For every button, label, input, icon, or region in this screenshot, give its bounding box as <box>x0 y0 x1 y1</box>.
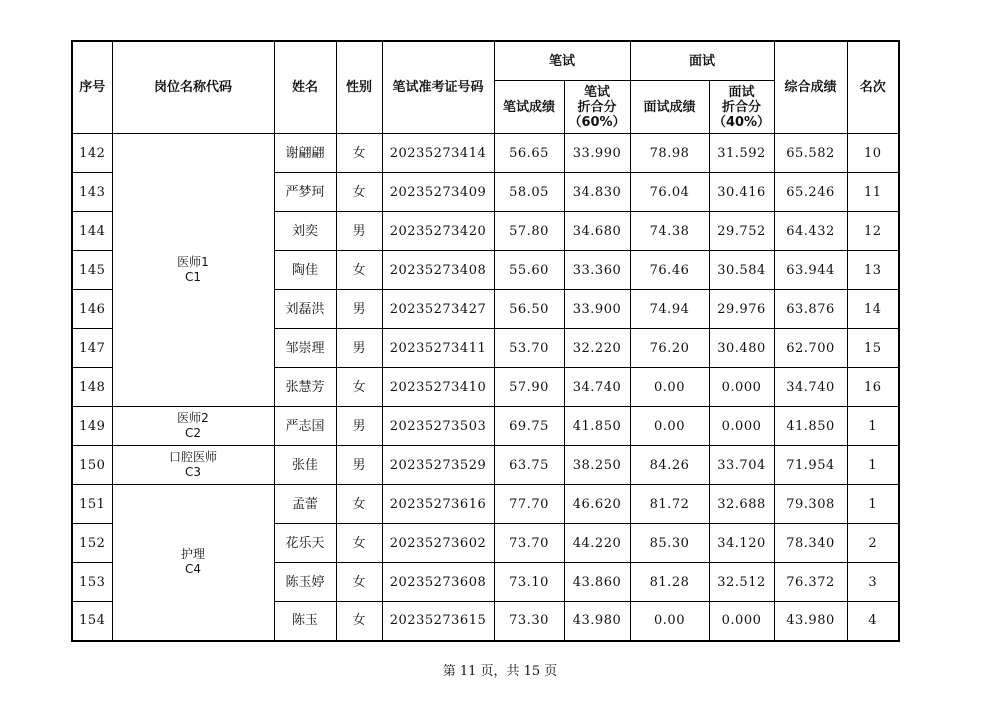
cell-gender: 女 <box>336 173 382 212</box>
cell-exam-no: 20235273616 <box>382 485 494 524</box>
cell-written-converted: 34.680 <box>564 212 630 251</box>
cell-interview-converted: 30.480 <box>709 329 774 368</box>
cell-written-score: 73.30 <box>494 602 564 641</box>
cell-written-score: 53.70 <box>494 329 564 368</box>
cell-written-converted: 41.850 <box>564 407 630 446</box>
cell-interview-score: 76.46 <box>630 251 709 290</box>
cell-seq: 143 <box>72 173 112 212</box>
cell-total: 64.432 <box>774 212 847 251</box>
cell-name: 严志国 <box>274 407 336 446</box>
cell-seq: 148 <box>72 368 112 407</box>
cell-interview-score: 76.04 <box>630 173 709 212</box>
cell-written-score: 55.60 <box>494 251 564 290</box>
table-row <box>72 134 899 173</box>
cell-interview-converted: 34.120 <box>709 524 774 563</box>
cell-exam-no: 20235273427 <box>382 290 494 329</box>
cell-written-converted: 32.220 <box>564 329 630 368</box>
cell-name: 陶佳 <box>274 251 336 290</box>
written-conv-line1: 笔试 <box>583 84 610 100</box>
col-header-total: 综合成绩 <box>774 41 847 134</box>
cell-written-converted: 33.900 <box>564 290 630 329</box>
cell-written-converted: 44.220 <box>564 524 630 563</box>
cell-name: 花乐天 <box>274 524 336 563</box>
cell-name: 刘奕 <box>274 212 336 251</box>
cell-seq: 153 <box>72 563 112 602</box>
cell-written-converted: 34.830 <box>564 173 630 212</box>
page-footer: 第 11 页，共 15 页 <box>442 664 558 679</box>
cell-written-score: 56.50 <box>494 290 564 329</box>
interview-conv-line2: 折合分 <box>721 99 761 115</box>
position-name: 医师1 <box>177 255 209 269</box>
cell-gender: 男 <box>336 290 382 329</box>
col-header-position: 岗位名称代码 <box>112 41 274 134</box>
table-row <box>72 485 899 524</box>
interview-conv-line1: 面试 <box>728 84 755 100</box>
cell-exam-no: 20235273414 <box>382 134 494 173</box>
cell-rank: 3 <box>847 563 899 602</box>
cell-rank: 15 <box>847 329 899 368</box>
cell-rank: 16 <box>847 368 899 407</box>
cell-total: 65.582 <box>774 134 847 173</box>
col-header-interview-score: 面试成绩 <box>630 81 709 134</box>
col-header-interview-group: 面试 <box>630 41 774 81</box>
cell-exam-no: 20235273615 <box>382 602 494 641</box>
cell-seq: 152 <box>72 524 112 563</box>
cell-interview-score: 78.98 <box>630 134 709 173</box>
cell-seq: 150 <box>72 446 112 485</box>
cell-gender: 女 <box>336 602 382 641</box>
col-header-exam-no: 笔试准考证号码 <box>382 41 494 134</box>
cell-name: 邹崇理 <box>274 329 336 368</box>
cell-exam-no: 20235273408 <box>382 251 494 290</box>
cell-total: 43.980 <box>774 602 847 641</box>
cell-name: 陈玉婷 <box>274 563 336 602</box>
cell-interview-converted: 32.512 <box>709 563 774 602</box>
cell-rank: 13 <box>847 251 899 290</box>
cell-interview-score: 0.00 <box>630 368 709 407</box>
cell-interview-score: 74.94 <box>630 290 709 329</box>
cell-written-converted: 38.250 <box>564 446 630 485</box>
cell-interview-score: 76.20 <box>630 329 709 368</box>
header-row-1 <box>72 41 899 81</box>
cell-written-score: 73.70 <box>494 524 564 563</box>
cell-interview-score: 85.30 <box>630 524 709 563</box>
cell-total: 34.740 <box>774 368 847 407</box>
cell-interview-converted: 29.752 <box>709 212 774 251</box>
cell-name: 陈玉 <box>274 602 336 641</box>
cell-written-score: 77.70 <box>494 485 564 524</box>
cell-total: 63.944 <box>774 251 847 290</box>
table-body <box>72 134 899 641</box>
cell-total: 76.372 <box>774 563 847 602</box>
cell-exam-no: 20235273529 <box>382 446 494 485</box>
cell-written-score: 73.10 <box>494 563 564 602</box>
cell-rank: 1 <box>847 446 899 485</box>
cell-name: 张佳 <box>274 446 336 485</box>
table-row <box>72 407 899 446</box>
cell-written-score: 56.65 <box>494 134 564 173</box>
cell-seq: 146 <box>72 290 112 329</box>
col-header-written-group: 笔试 <box>494 41 630 81</box>
cell-total: 62.700 <box>774 329 847 368</box>
cell-name: 孟蕾 <box>274 485 336 524</box>
cell-exam-no: 20235273503 <box>382 407 494 446</box>
interview-conv-line3: （40%） <box>712 114 771 130</box>
cell-exam-no: 20235273602 <box>382 524 494 563</box>
cell-interview-converted: 33.704 <box>709 446 774 485</box>
cell-seq: 154 <box>72 602 112 641</box>
col-header-interview-converted <box>709 81 774 134</box>
position-code: C2 <box>184 426 201 440</box>
cell-name: 刘磊洪 <box>274 290 336 329</box>
cell-rank: 2 <box>847 524 899 563</box>
table-row <box>72 446 899 485</box>
cell-total: 78.340 <box>774 524 847 563</box>
position-code: C1 <box>184 270 201 284</box>
cell-gender: 女 <box>336 524 382 563</box>
cell-interview-converted: 30.584 <box>709 251 774 290</box>
cell-gender: 女 <box>336 251 382 290</box>
col-header-gender: 性别 <box>336 41 382 134</box>
cell-written-score: 57.80 <box>494 212 564 251</box>
cell-seq: 142 <box>72 134 112 173</box>
position-code: C4 <box>184 562 201 577</box>
cell-rank: 11 <box>847 173 899 212</box>
cell-position <box>112 407 274 446</box>
cell-gender: 男 <box>336 407 382 446</box>
col-header-written-converted <box>564 81 630 134</box>
cell-interview-score: 84.26 <box>630 446 709 485</box>
cell-seq: 151 <box>72 485 112 524</box>
cell-rank: 1 <box>847 485 899 524</box>
col-header-rank: 名次 <box>847 41 899 134</box>
cell-rank: 14 <box>847 290 899 329</box>
cell-interview-converted: 30.416 <box>709 173 774 212</box>
cell-interview-converted: 0.000 <box>709 602 774 641</box>
cell-exam-no: 20235273411 <box>382 329 494 368</box>
cell-seq: 144 <box>72 212 112 251</box>
cell-exam-no: 20235273608 <box>382 563 494 602</box>
cell-exam-no: 20235273409 <box>382 173 494 212</box>
cell-gender: 女 <box>336 134 382 173</box>
cell-name: 张慧芳 <box>274 368 336 407</box>
cell-interview-converted: 0.000 <box>709 407 774 446</box>
cell-interview-converted: 0.000 <box>709 368 774 407</box>
written-conv-line3: （60%） <box>568 114 626 130</box>
cell-position <box>112 134 274 407</box>
cell-interview-converted: 29.976 <box>709 290 774 329</box>
cell-total: 65.246 <box>774 173 847 212</box>
position-name: 口腔医师 <box>168 450 217 464</box>
cell-position <box>112 446 274 485</box>
cell-rank: 10 <box>847 134 899 173</box>
position-name: 护理 <box>180 547 205 562</box>
cell-interview-score: 74.38 <box>630 212 709 251</box>
cell-rank: 12 <box>847 212 899 251</box>
cell-written-converted: 43.980 <box>564 602 630 641</box>
cell-total: 41.850 <box>774 407 847 446</box>
col-header-name: 姓名 <box>274 41 336 134</box>
cell-name: 严梦珂 <box>274 173 336 212</box>
cell-written-converted: 46.620 <box>564 485 630 524</box>
cell-gender: 女 <box>336 563 382 602</box>
cell-position <box>112 485 274 641</box>
cell-written-converted: 33.990 <box>564 134 630 173</box>
cell-interview-score: 0.00 <box>630 602 709 641</box>
cell-written-score: 63.75 <box>494 446 564 485</box>
cell-total: 71.954 <box>774 446 847 485</box>
cell-written-score: 57.90 <box>494 368 564 407</box>
cell-written-converted: 34.740 <box>564 368 630 407</box>
cell-written-score: 58.05 <box>494 173 564 212</box>
cell-written-converted: 33.360 <box>564 251 630 290</box>
position-code: C3 <box>184 465 201 479</box>
cell-seq: 147 <box>72 329 112 368</box>
col-header-seq: 序号 <box>72 41 112 134</box>
cell-seq: 149 <box>72 407 112 446</box>
cell-exam-no: 20235273410 <box>382 368 494 407</box>
cell-gender: 女 <box>336 485 382 524</box>
cell-name: 谢翩翩 <box>274 134 336 173</box>
cell-written-score: 69.75 <box>494 407 564 446</box>
cell-interview-converted: 31.592 <box>709 134 774 173</box>
cell-gender: 男 <box>336 329 382 368</box>
cell-total: 79.308 <box>774 485 847 524</box>
cell-interview-score: 81.28 <box>630 563 709 602</box>
cell-interview-score: 0.00 <box>630 407 709 446</box>
score-table <box>71 40 900 642</box>
cell-gender: 男 <box>336 446 382 485</box>
cell-total: 63.876 <box>774 290 847 329</box>
cell-interview-score: 81.72 <box>630 485 709 524</box>
cell-interview-converted: 32.688 <box>709 485 774 524</box>
position-name: 医师2 <box>177 411 209 425</box>
cell-written-converted: 43.860 <box>564 563 630 602</box>
cell-gender: 女 <box>336 368 382 407</box>
cell-seq: 145 <box>72 251 112 290</box>
cell-rank: 4 <box>847 602 899 641</box>
col-header-written-score: 笔试成绩 <box>494 81 564 134</box>
cell-gender: 男 <box>336 212 382 251</box>
cell-exam-no: 20235273420 <box>382 212 494 251</box>
written-conv-line2: 折合分 <box>577 99 617 115</box>
cell-rank: 1 <box>847 407 899 446</box>
